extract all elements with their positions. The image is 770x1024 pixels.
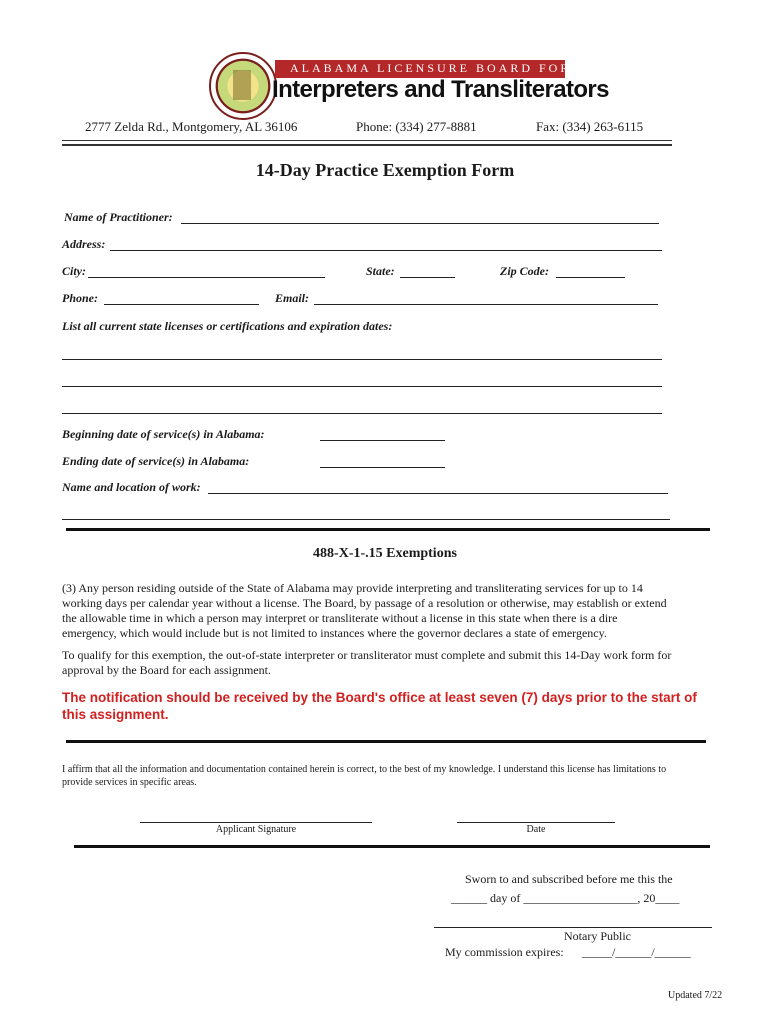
end-date-label: Ending date of service(s) in Alabama: — [62, 454, 250, 468]
commission-label: My commission expires: — [445, 945, 564, 959]
work-location-label: Name and location of work: — [62, 480, 201, 494]
zip-label: Zip Code: — [500, 264, 549, 278]
name-field[interactable] — [181, 223, 659, 224]
zip-field[interactable] — [556, 277, 625, 278]
licenses-line-2[interactable] — [62, 386, 662, 387]
email-field[interactable] — [314, 304, 658, 305]
begin-date-label: Beginning date of service(s) in Alabama: — [62, 427, 265, 441]
notary-public-label: Notary Public — [564, 929, 631, 943]
work-location-field[interactable] — [208, 493, 668, 494]
affirm-text: I affirm that all the information and documentation contained herein is correct, to the best of my knowledge. I understand this license has limitations to provide services in specific areas. — [62, 764, 667, 788]
notary-sworn-text: Sworn to and subscribed before me this the — [465, 872, 673, 886]
notice-divider — [66, 740, 706, 743]
header-divider-2 — [62, 144, 672, 146]
phone-label: Phone: — [62, 291, 98, 305]
section-divider — [66, 528, 710, 531]
board-fax: Fax: (334) 263-6115 — [536, 119, 644, 134]
licenses-line-3[interactable] — [62, 413, 662, 414]
notary-signature-field[interactable] — [434, 927, 712, 928]
signature-divider — [74, 845, 710, 848]
begin-date-field[interactable] — [320, 440, 445, 441]
phone-field[interactable] — [104, 304, 259, 305]
date-field[interactable] — [457, 822, 615, 823]
state-field[interactable] — [400, 277, 455, 278]
updated-footer: Updated 7/22 — [668, 990, 723, 1001]
licenses-label: List all current state licenses or certifications and expiration dates: — [62, 319, 393, 333]
board-phone: Phone: (334) 277-8881 — [356, 119, 477, 134]
date-label: Date — [526, 824, 546, 835]
city-label: City: — [62, 264, 86, 278]
address-label: Address: — [62, 237, 106, 251]
logo-board-line: ALABAMA LICENSURE BOARD FOR — [290, 61, 572, 75]
exemptions-title: 488-X-1-.15 Exemptions — [313, 546, 457, 561]
email-label: Email: — [275, 291, 310, 305]
form-title: 14-Day Practice Exemption Form — [255, 160, 515, 180]
exemptions-paragraph-2: To qualify for this exemption, the out-of-state interpreter or transliterator must complete and submit this 14-Day work form for approval by the Board for each assignment. — [62, 648, 672, 677]
name-label: Name of Practitioner: — [64, 210, 173, 224]
logo-title: Interpreters and Transliterators — [272, 76, 609, 103]
city-field[interactable] — [88, 277, 325, 278]
licenses-line-1[interactable] — [62, 359, 662, 360]
work-location-line-2[interactable] — [62, 519, 670, 520]
address-field[interactable] — [110, 250, 662, 251]
header-divider — [62, 140, 672, 141]
state-label: State: — [366, 264, 395, 278]
notice-text: The notification should be received by the Board's office at least seven (7) days prior to the start of this assignment. — [62, 690, 697, 722]
alabama-seal-logo — [209, 52, 277, 120]
board-address: 2777 Zelda Rd., Montgomery, AL 36106 — [85, 119, 298, 134]
commission-date-field[interactable]: _____/______/______ — [582, 945, 691, 959]
end-date-field[interactable] — [320, 467, 445, 468]
exemptions-paragraph-1: (3) Any person residing outside of the State of Alabama may provide interpreting and transliterating services for up to 14 working days per calendar year without a license. The Board, by passage of a resolution or otherwise, may establish or extend the allowable time in which a person may interpret or transliterate without a license in this state when there is a dire emergency, which would include but is not limited to instances where the governor declares a state of emergency. — [62, 581, 667, 640]
applicant-signature-label: Applicant Signature — [215, 824, 297, 835]
applicant-signature-field[interactable] — [140, 822, 372, 823]
notary-day-line: ______ day of ___________________, 20____ — [451, 891, 680, 905]
